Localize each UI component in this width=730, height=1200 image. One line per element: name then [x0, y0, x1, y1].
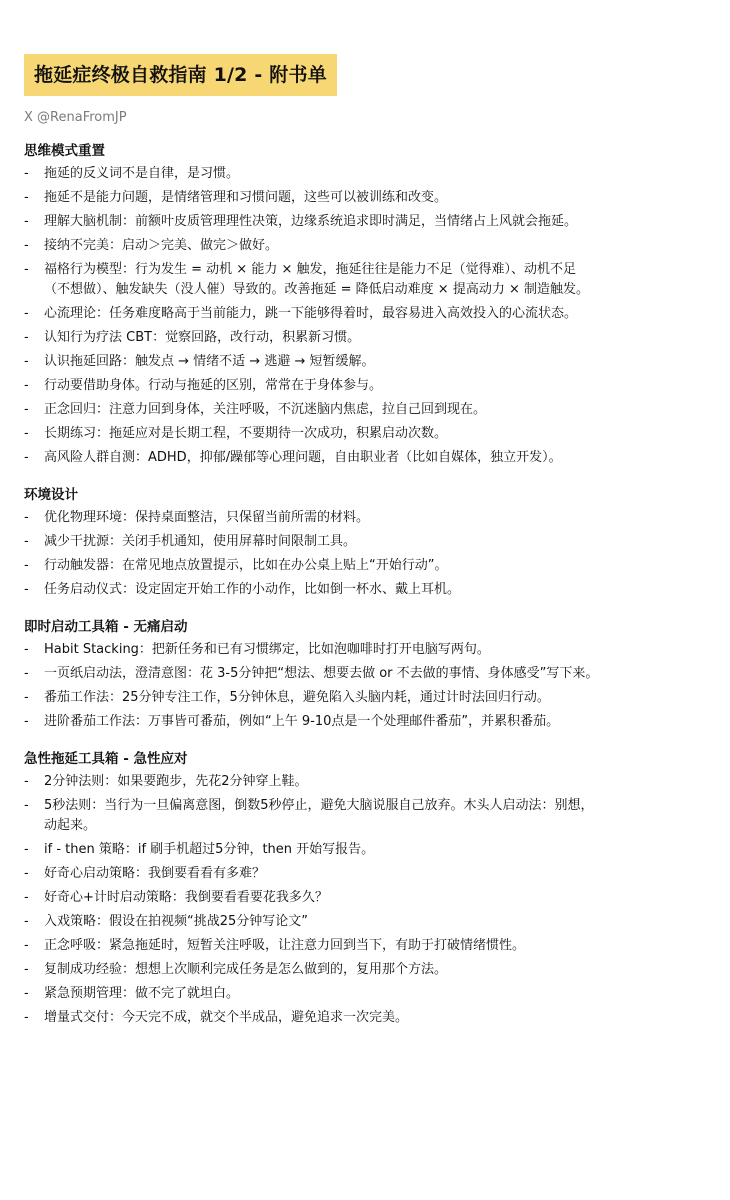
list-item-text: 正念呼吸：紧急拖延时，短暂关注呼吸，让注意力回到当下，有助于打破情绪惯性。 — [44, 938, 526, 953]
list-item — [24, 236, 706, 256]
list-item — [24, 840, 706, 860]
section-3 — [24, 748, 706, 1028]
bullet-list — [24, 164, 706, 468]
list-item-text: 长期练习：拖延应对是长期工程，不要期待一次成功，积累启动次数。 — [44, 426, 448, 441]
list-item — [24, 328, 706, 348]
list-item-text: 好奇心+计时启动策略：我倒要看看要花我多久？ — [44, 890, 328, 905]
section-title: 思维模式重置 — [24, 143, 105, 159]
list-item — [24, 508, 706, 528]
bullet-dash: - — [24, 402, 29, 417]
bullet-dash: - — [24, 666, 29, 681]
list-item-text: 2分钟法则：如果要跑步，先花2分钟穿上鞋。 — [44, 774, 308, 789]
list-item — [24, 864, 706, 884]
list-item-text: Habit Stacking：把新任务和已有习惯绑定，比如泡咖啡时打开电脑写两句。 — [44, 642, 490, 657]
document-title: 拖延症终极自救指南 1/2 - 附书单 — [24, 54, 337, 96]
list-item-text: 一页纸启动法，澄清意图：花 3-5分钟把“想法、想要去做 or 不去做的事情、身体感受”写下来。 — [44, 666, 599, 681]
bullet-dash: - — [24, 986, 29, 1001]
list-item-text: 认识拖延回路：触发点 → 情绪不适 → 逃避 → 短暂缓解。 — [44, 354, 375, 369]
section-title: 即时启动工具箱 - 无痛启动 — [24, 619, 188, 635]
section-1 — [24, 484, 706, 600]
sections-container — [24, 140, 706, 1028]
bullet-dash: - — [24, 962, 29, 977]
section-title: 急性拖延工具箱 - 急性应对 — [24, 751, 188, 767]
bullet-dash: - — [24, 190, 29, 205]
bullet-dash: - — [24, 510, 29, 525]
bullet-dash: - — [24, 866, 29, 881]
bullet-dash: - — [24, 690, 29, 705]
list-item — [24, 424, 706, 444]
list-item-text: 拖延不是能力问题，是情绪管理和习惯问题，这些可以被训练和改变。 — [44, 190, 448, 205]
bullet-dash: - — [24, 938, 29, 953]
list-item — [24, 448, 706, 468]
list-item — [24, 888, 706, 908]
list-item — [24, 688, 706, 708]
bullet-dash: - — [24, 714, 29, 729]
list-item-text: 接纳不完美：启动＞完美、做完＞做好。 — [44, 238, 279, 253]
list-item-text: 复制成功经验：想想上次顺利完成任务是怎么做到的，复用那个方法。 — [44, 962, 448, 977]
list-item — [24, 936, 706, 956]
bullet-dash: - — [24, 914, 29, 929]
bullet-dash: - — [24, 1010, 29, 1025]
list-item-text: 减少干扰源：关闭手机通知，使用屏幕时间限制工具。 — [44, 534, 357, 549]
bullet-dash: - — [24, 774, 29, 789]
bullet-dash: - — [24, 354, 29, 369]
bullet-dash: - — [24, 798, 29, 813]
bullet-dash: - — [24, 642, 29, 657]
list-item-text: 入戏策略：假设在拍视频“挑战25分钟写论文” — [44, 914, 309, 929]
list-item-text: 增量式交付：今天完不成，就交个半成品，避免追求一次完美。 — [44, 1010, 409, 1025]
list-item — [24, 796, 706, 836]
list-item — [24, 556, 706, 576]
list-item-text: 进阶番茄工作法：万事皆可番茄，例如“上午 9-10点是一个处理邮件番茄”，并累积番茄。 — [44, 714, 560, 729]
list-item — [24, 1008, 706, 1028]
list-item — [24, 640, 706, 660]
list-item — [24, 164, 706, 184]
list-item — [24, 304, 706, 324]
list-item-text: 行动要借助身体。行动与拖延的区别，常常在于身体参与。 — [44, 378, 383, 393]
bullet-dash: - — [24, 558, 29, 573]
bullet-dash: - — [24, 306, 29, 321]
list-item-text: 高风险人群自测：ADHD，抑郁/躁郁等心理问题，自由职业者（比如自媒体，独立开发）。 — [44, 450, 562, 465]
bullet-dash: - — [24, 534, 29, 549]
list-item-text: 理解大脑机制：前额叶皮质管理理性决策，边缘系统追求即时满足，当情绪占上风就会拖延。 — [44, 214, 578, 229]
list-item — [24, 912, 706, 932]
list-item-text: if - then 策略：if 刷手机超过5分钟，then 开始写报告。 — [44, 842, 375, 857]
list-item-text: 任务启动仪式：设定固定开始工作的小动作，比如倒一杯水、戴上耳机。 — [44, 582, 461, 597]
list-item — [24, 712, 706, 732]
bullet-dash: - — [24, 262, 29, 277]
bullet-dash: - — [24, 238, 29, 253]
list-item — [24, 260, 706, 300]
list-item — [24, 188, 706, 208]
bullet-list — [24, 508, 706, 600]
author-handle: X @RenaFromJP — [24, 110, 127, 125]
bullet-dash: - — [24, 842, 29, 857]
list-item-text: 好奇心启动策略：我倒要看看有多难？ — [44, 866, 266, 881]
list-item — [24, 580, 706, 600]
bullet-dash: - — [24, 214, 29, 229]
section-2 — [24, 616, 706, 732]
bullet-dash: - — [24, 582, 29, 597]
list-item-text: 紧急预期管理：做不完了就坦白。 — [44, 986, 240, 1001]
list-item-text: 行动触发器：在常见地点放置提示，比如在办公桌上贴上“开始行动”。 — [44, 558, 448, 573]
list-item — [24, 960, 706, 980]
bullet-dash: - — [24, 330, 29, 345]
list-item — [24, 984, 706, 1004]
list-item — [24, 532, 706, 552]
bullet-dash: - — [24, 450, 29, 465]
list-item-text: 心流理论：任务难度略高于当前能力，跳一下能够得着时，最容易进入高效投入的心流状态。 — [44, 306, 578, 321]
bullet-dash: - — [24, 378, 29, 393]
list-item-text: 5秒法则：当行为一旦偏离意图，倒数5秒停止，避免大脑说服自己放弃。木头人启动法：别想， 动起来。 — [44, 798, 594, 833]
bullet-list — [24, 772, 706, 1028]
section-title: 环境设计 — [24, 487, 78, 503]
list-item — [24, 400, 706, 420]
section-0 — [24, 140, 706, 468]
list-item-text: 番茄工作法：25分钟专注工作，5分钟休息，避免陷入头脑内耗，通过计时法回归行动。 — [44, 690, 550, 705]
bullet-dash: - — [24, 166, 29, 181]
list-item-text: 拖延的反义词不是自律，是习惯。 — [44, 166, 240, 181]
list-item-text: 正念回归：注意力回到身体，关注呼吸，不沉迷脑内焦虑，拉自己回到现在。 — [44, 402, 487, 417]
list-item — [24, 376, 706, 396]
list-item-text: 认知行为疗法 CBT：觉察回路，改行动，积累新习惯。 — [44, 330, 361, 345]
bullet-dash: - — [24, 890, 29, 905]
list-item — [24, 772, 706, 792]
list-item — [24, 212, 706, 232]
list-item — [24, 352, 706, 372]
bullet-dash: - — [24, 426, 29, 441]
bullet-list — [24, 640, 706, 732]
list-item-text: 优化物理环境：保持桌面整洁，只保留当前所需的材料。 — [44, 510, 370, 525]
list-item-text: 福格行为模型：行为发生 = 动机 × 能力 × 触发，拖延往往是能力不足（觉得难）、动机不足 （不想做）、触发缺失（没人催）导致的。改善拖延 = 降低启动难度 × 提高动力 × 制造触发。 — [44, 262, 589, 297]
list-item — [24, 664, 706, 684]
